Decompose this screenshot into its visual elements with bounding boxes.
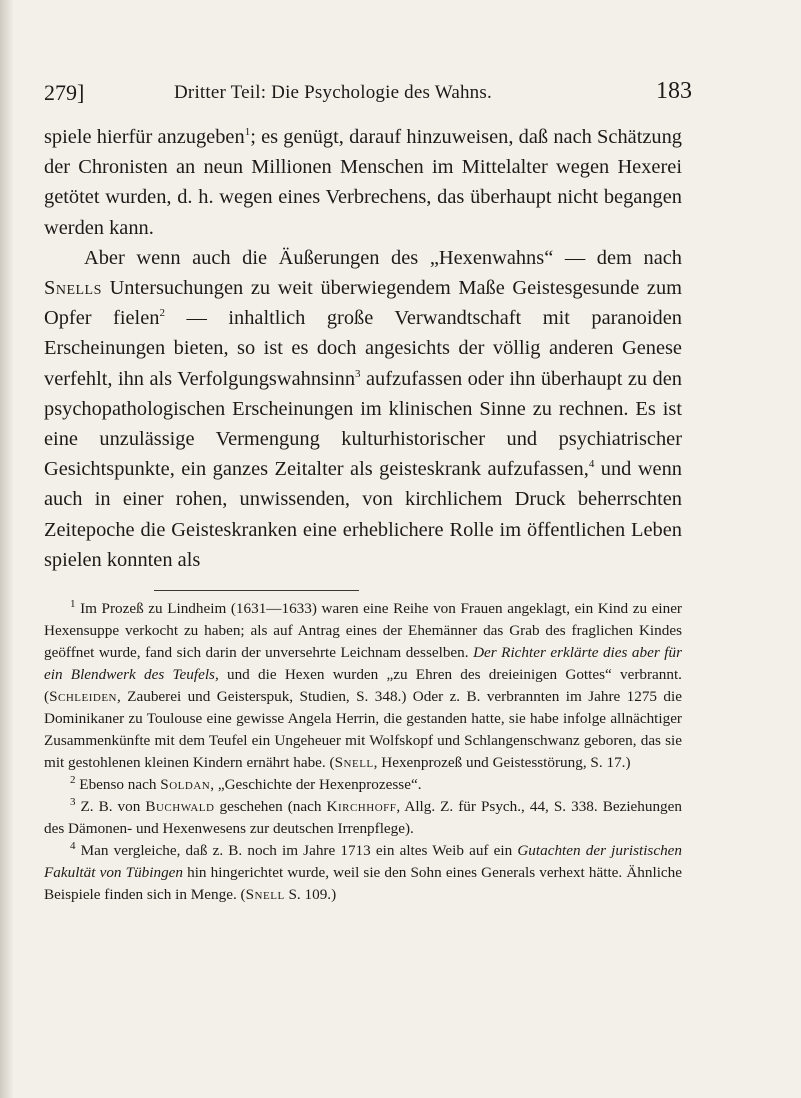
paragraph-1 xyxy=(44,122,682,243)
footnote-2 xyxy=(44,774,682,796)
footnote-1-marker: 1 xyxy=(70,597,76,610)
footnote-3-text-c: , Allg. Z. für Psych., 44, S. 338. Beziehungen des Dämonen- und Hexenwesens zur deutschen Irrenpflege). xyxy=(44,798,682,837)
footnote-1-text-c: , Zauberei und Geisterspuk, Studien, S. 348.) Oder z. B. verbrannten im Jahre 1275 die Dominikaner zu Toulouse eine gewisse Angela Herrin, die gestanden hatte, sie habe infolge allnächtiger Zusammenkünfte mit dem Teufel ein Ungeheuer mit Wolfskopf und Schlangenschwanz geboren, das sie mit gestohlenen kleinen Kindern ernährt habe. ( xyxy=(44,688,682,771)
page-number-right: 183 xyxy=(656,78,692,104)
paragraph-2-text-b: Untersuchungen zu weit überwiegendem Maße Geistesgesunde zum Opfer fielen xyxy=(44,277,682,330)
footnote-4-text-a: Man vergleiche, daß z. B. noch im Jahre 1713 ein altes Weib auf ein xyxy=(75,842,513,859)
author-name-schleiden: Schleiden xyxy=(49,688,117,705)
footnote-4-marker: 4 xyxy=(70,839,76,852)
author-name-kirchhoff: Kirchhoff xyxy=(326,798,397,815)
paragraph-2 xyxy=(44,243,682,575)
footnote-2-text-a: Ebenso nach xyxy=(75,776,157,793)
footnotes xyxy=(44,598,682,906)
paragraph-2-text-e: und wenn auch in einer rohen, unwissenden, von kirchlichem Druck beherrschten Zeitepoche die Geisteskranken eine erheblichere Rolle im öffentlichen Leben spielen konnten als xyxy=(44,458,682,571)
footnote-ref-1: 1 xyxy=(244,126,251,139)
footnote-3-text-a: Z. B. von xyxy=(75,798,141,815)
footnote-ref-4: 4 xyxy=(588,458,595,471)
footnote-ref-2: 2 xyxy=(159,307,165,320)
footnote-1 xyxy=(44,598,682,774)
author-name-buchwald: Buchwald xyxy=(145,798,215,815)
footnote-3-marker: 3 xyxy=(70,795,76,808)
footnote-2-marker: 2 xyxy=(70,773,76,786)
paragraph-2-text-a: Aber wenn auch die Äußerungen des „Hexenwahns“ — dem nach xyxy=(84,246,682,269)
page-header xyxy=(44,80,744,116)
footnote-rule xyxy=(154,590,359,591)
author-name-snell-fn4: Snell xyxy=(245,886,285,903)
footnote-4-text-b: hin hingerichtet wurde, weil sie den Sohn eines Generals verhext hätte. Ähnliche Beispiele finden sich in Menge. ( xyxy=(44,864,682,903)
paragraph-2-text-d: aufzufassen oder ihn überhaupt zu den psychopathologischen Erscheinungen im klinischen Sinne zu rechnen. Es ist eine unzulässige Vermengung kulturhistorischer und psychiatrischer Gesichtspunkte, ein ganzes Zeitalter als geisteskrank aufzufassen, xyxy=(44,367,682,481)
paragraph-1-text: spiele hierfür anzugeben xyxy=(44,126,245,148)
book-page xyxy=(44,0,744,1098)
author-name-snell-fn1: Snell xyxy=(334,754,374,771)
body-text xyxy=(44,122,682,575)
footnote-4-italic: Gutachten der juristischen Fakultät von Tübingen xyxy=(44,842,683,881)
footnote-1-text-d: , Hexenprozeß und Geistesstörung, S. 17.) xyxy=(373,754,631,771)
footnote-4-text-c: S. 109.) xyxy=(284,886,337,903)
footnote-1-italic: Der Richter erklärte dies aber für ein Blendwerk des Teufels, xyxy=(44,644,682,683)
paragraph-2-text-c: — inhaltlich große Verwandtschaft mit paranoiden Erscheinungen bieten, so ist es doch angesichts der völlig anderen Genese verfehlt, ihn als Verfolgungswahnsinn xyxy=(44,307,682,390)
page-number-left: 279] xyxy=(44,80,85,105)
footnote-3 xyxy=(44,796,682,840)
footnote-ref-3: 3 xyxy=(355,367,361,380)
page-edge-shadow xyxy=(0,0,14,1098)
footnote-3-text-b: geschehen (nach xyxy=(219,798,322,815)
footnote-4 xyxy=(44,840,682,906)
paragraph-1-text-rest: ; es genügt, darauf hinzuweisen, daß nach Schätzung der Chronisten an neun Millionen Menschen im Mittelalter wegen Hexerei getötet wurden, d. h. wegen eines Verbrechens, das überhaupt nicht begangen werden kann. xyxy=(44,126,682,239)
footnote-2-text-b: , „Geschichte der Hexenprozesse“. xyxy=(210,776,422,793)
footnote-1-text-a: Im Prozeß zu Lindheim (1631—1633) waren eine Reihe von Frauen angeklagt, ein Kind zu einer Hexensuppe verkocht zu haben; als auf Antrag eines der Ehemänner das Grab des fraglichen Kindes geöffnet wurde, fand sich darin der unversehrte Leichnam desselben. xyxy=(44,600,682,661)
footnote-1-text-b: und die Hexen wurden „zu Ehren des dreieinigen Gottes“ verbrannt. ( xyxy=(44,666,682,705)
author-name-snell: Snells xyxy=(44,277,102,300)
running-title: Dritter Teil: Die Psychologie des Wahns. xyxy=(174,82,492,103)
author-name-soldan: Soldan xyxy=(160,776,211,793)
